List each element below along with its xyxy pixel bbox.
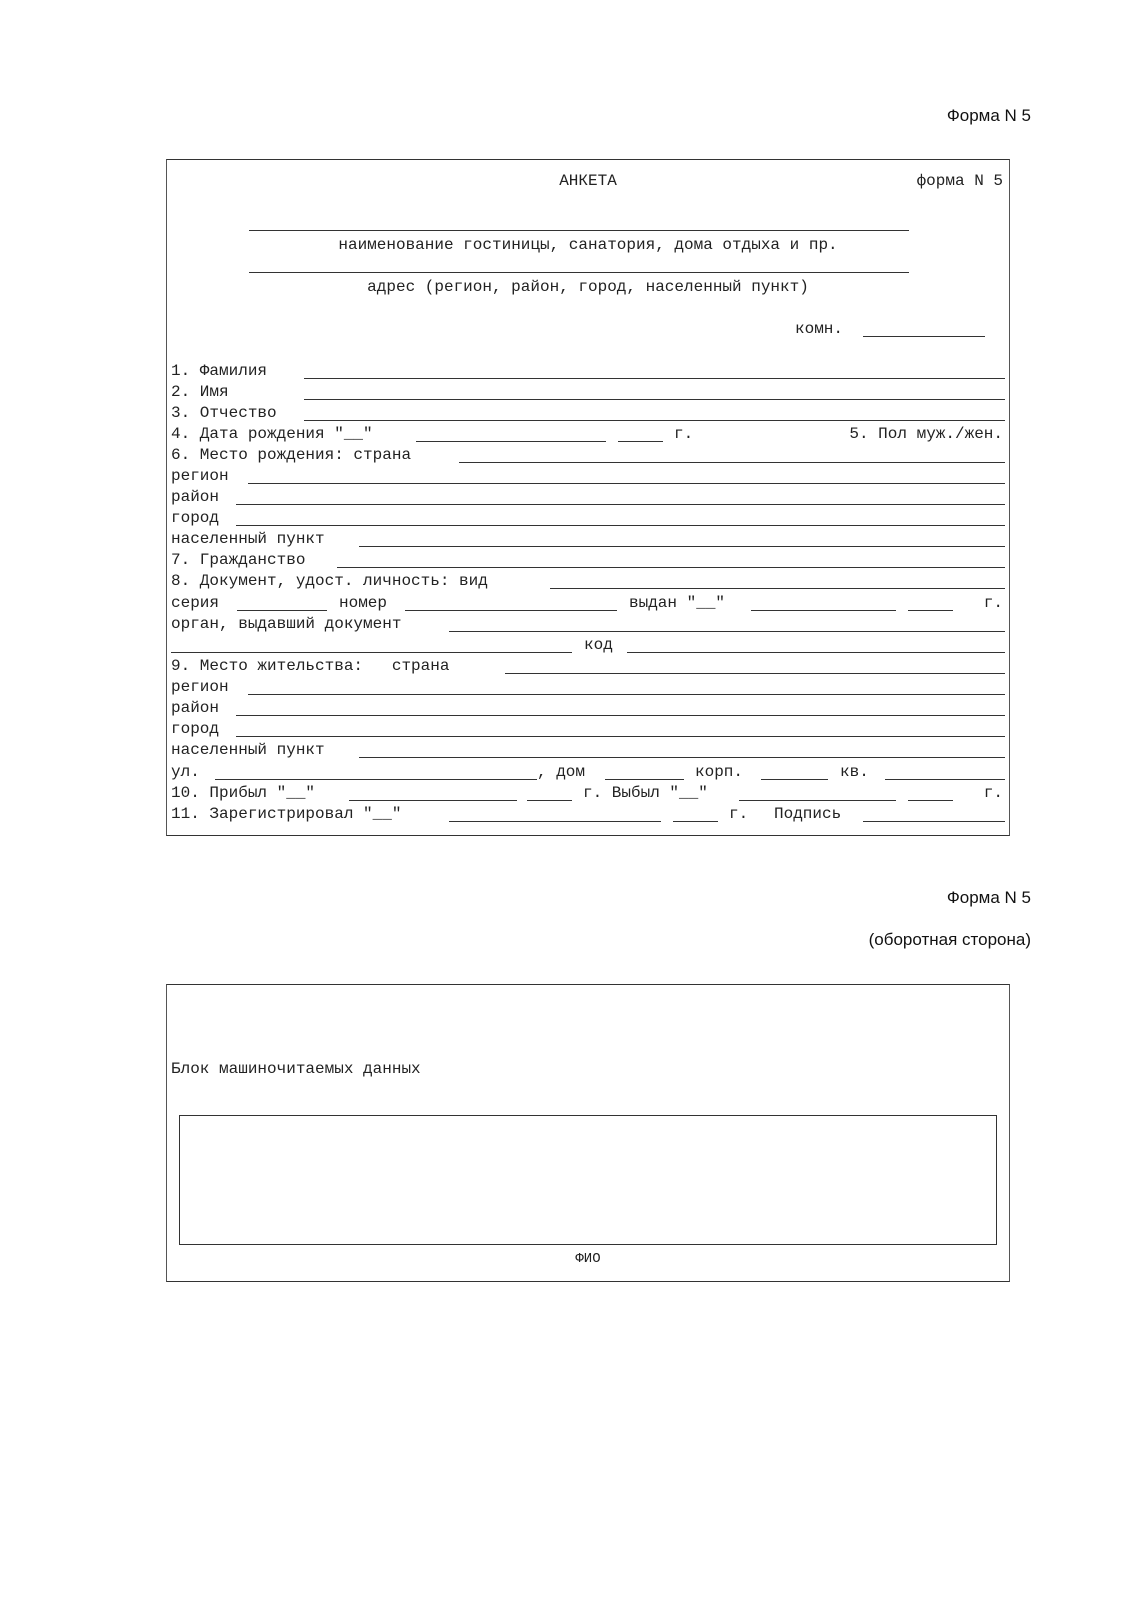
issuer-line-2[interactable]	[171, 652, 572, 653]
room-line[interactable]	[863, 336, 985, 337]
registered-label: 11. Зарегистрировал "__"	[171, 805, 402, 823]
residence-region-label: регион	[171, 678, 229, 696]
residence-district-line[interactable]	[236, 715, 1005, 716]
apt-label: кв.	[840, 763, 869, 781]
registered-year-line[interactable]	[673, 821, 718, 822]
citizenship-line[interactable]	[337, 567, 1005, 568]
birth-district-line[interactable]	[236, 504, 1005, 505]
signature-label: Подпись	[774, 805, 842, 823]
residence-country-line[interactable]	[505, 673, 1005, 674]
departed-label: г. Выбыл "__"	[583, 784, 708, 802]
birth-settlement-label: населенный пункт	[171, 530, 325, 548]
back-form-number-label: Форма N 5	[946, 888, 1031, 907]
number-label: номер	[339, 594, 388, 612]
birth-district-label: район	[171, 488, 220, 506]
room-label: комн.	[795, 320, 844, 338]
birth-city-label: город	[171, 509, 220, 527]
arrived-year-line[interactable]	[527, 800, 572, 801]
surname-label: 1. Фамилия	[171, 362, 268, 380]
machine-readable-label: Блок машиночитаемых данных	[171, 1060, 421, 1078]
back-side-label: (оборотная сторона)	[868, 930, 1031, 949]
residence-city-label: город	[171, 720, 220, 738]
form-number-label: Форма N 5	[946, 106, 1031, 125]
departed-g: г.	[983, 784, 1003, 802]
series-label: серия	[171, 594, 220, 612]
street-line[interactable]	[215, 779, 537, 780]
questionnaire-form	[166, 159, 1010, 836]
birth-year-line[interactable]	[618, 441, 663, 442]
code-label: код	[584, 636, 613, 654]
series-line[interactable]	[237, 610, 327, 611]
issuer-label: орган, выдавший документ	[171, 615, 402, 633]
residence-district-label: район	[171, 699, 220, 717]
hotel-name-line[interactable]	[249, 230, 909, 231]
residence-region-line[interactable]	[248, 694, 1005, 695]
street-label: ул.	[171, 763, 200, 781]
departed-year-line[interactable]	[908, 800, 953, 801]
residence-label: 9. Место жительства: страна	[171, 657, 450, 675]
birth-date-label: 4. Дата рождения "__"	[171, 425, 373, 443]
signature-line[interactable]	[863, 821, 1005, 822]
apt-line[interactable]	[885, 779, 1005, 780]
building-label: корп.	[695, 763, 744, 781]
hotel-caption: наименование гостиницы, санатория, дома отдыха и пр.	[338, 236, 838, 254]
issued-year-line[interactable]	[908, 610, 953, 611]
issued-g: г.	[983, 594, 1003, 612]
registered-g: г.	[729, 805, 749, 823]
birth-country-line[interactable]	[459, 462, 1005, 463]
code-line[interactable]	[627, 652, 1005, 653]
birth-region-label: регион	[171, 467, 229, 485]
birth-year-g: г.	[674, 425, 694, 443]
number-line[interactable]	[405, 610, 617, 611]
machine-readable-box[interactable]	[179, 1115, 997, 1245]
issued-label: выдан "__"	[629, 594, 726, 612]
birth-place-label: 6. Место рождения: страна	[171, 446, 412, 464]
house-line[interactable]	[605, 779, 684, 780]
address-caption: адрес (регион, район, город, населенный пункт)	[367, 278, 809, 296]
issuer-line[interactable]	[449, 631, 1005, 632]
patronymic-line[interactable]	[304, 420, 1005, 421]
form-corner-label: форма N 5	[916, 172, 1003, 190]
building-line[interactable]	[761, 779, 828, 780]
name-label: 2. Имя	[171, 383, 229, 401]
issued-date-line[interactable]	[751, 610, 896, 611]
residence-settlement-label: населенный пункт	[171, 741, 325, 759]
birth-city-line[interactable]	[236, 525, 1005, 526]
registered-date-line[interactable]	[449, 821, 661, 822]
name-line[interactable]	[304, 399, 1005, 400]
residence-settlement-line[interactable]	[359, 757, 1005, 758]
sex-label: 5. Пол муж./жен.	[849, 425, 1003, 443]
surname-line[interactable]	[304, 378, 1005, 379]
citizenship-label: 7. Гражданство	[171, 551, 306, 569]
fio-label: ФИО	[575, 1251, 601, 1267]
document-type-line[interactable]	[550, 588, 1005, 589]
birth-month-line[interactable]	[416, 441, 606, 442]
birth-settlement-line[interactable]	[359, 546, 1005, 547]
house-label: , дом	[537, 763, 586, 781]
back-form	[166, 984, 1010, 1282]
residence-city-line[interactable]	[236, 736, 1005, 737]
address-line[interactable]	[249, 272, 909, 273]
patronymic-label: 3. Отчество	[171, 404, 277, 422]
arrived-label: 10. Прибыл "__"	[171, 784, 316, 802]
departed-date-line[interactable]	[739, 800, 896, 801]
birth-region-line[interactable]	[248, 483, 1005, 484]
arrived-date-line[interactable]	[349, 800, 517, 801]
form-title: АНКЕТА	[559, 172, 617, 190]
document-label: 8. Документ, удост. личность: вид	[171, 572, 488, 590]
